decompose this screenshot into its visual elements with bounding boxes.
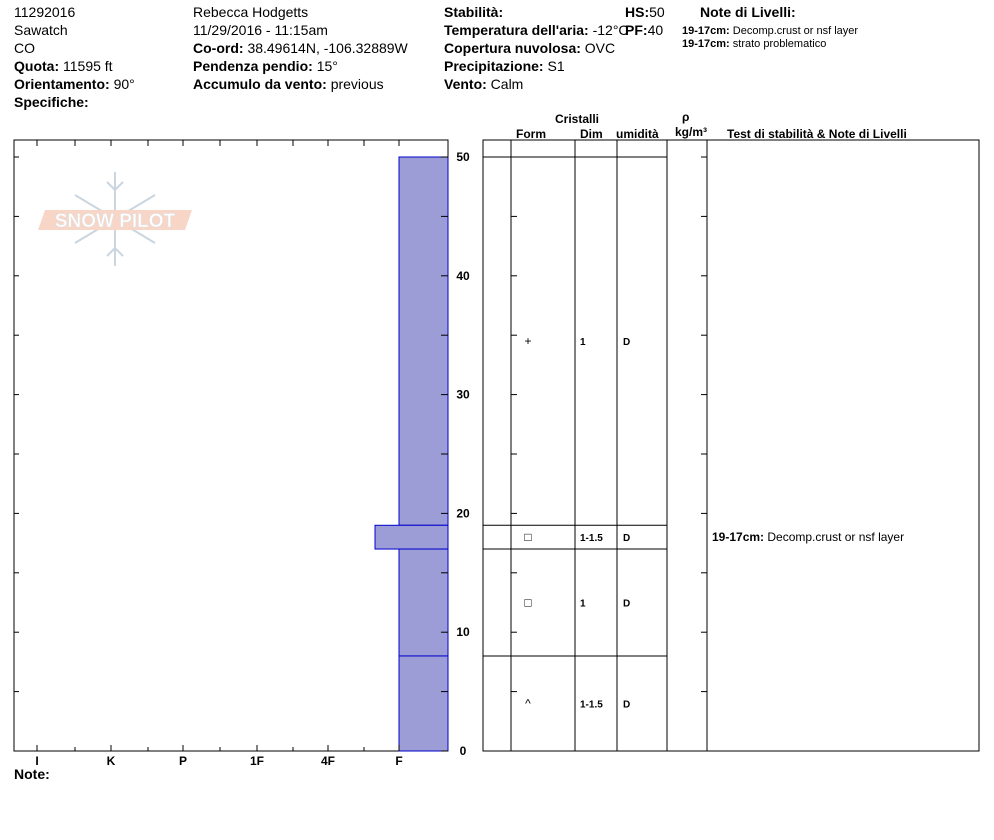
depth-tick-label: 30 [456, 387, 470, 402]
observer: Rebecca Hodgetts [193, 4, 309, 20]
stability-label: Stabilità: [444, 4, 504, 20]
crystal-rows [483, 157, 904, 710]
rho-header: ρ [682, 110, 690, 124]
crystal-form: + [524, 334, 532, 349]
air-temperature-value: -12°C [592, 22, 629, 38]
depth-tick-label: 20 [456, 506, 470, 521]
layer-note-1-depth: 19-17cm: [682, 25, 730, 37]
layer-notes-title: Note di Livelli: [700, 4, 796, 20]
datetime: 11/29/2016 - 11:15am [193, 22, 328, 38]
stability-notes-header: Test di stabilità & Note di Livelli [727, 127, 907, 141]
wind-loading-value: previous [330, 76, 384, 92]
snow-height-value: 50 [649, 4, 665, 20]
hardness-tick-label: I [35, 754, 39, 768]
cloud-cover-value: OVC [584, 40, 616, 56]
elevation-label: Quota: [14, 58, 60, 74]
depth-tick-label: 40 [456, 268, 470, 283]
pit-id: 11292016 [14, 4, 76, 20]
depth-tick-label: 0 [459, 744, 467, 758]
moisture-header: umidità [616, 127, 659, 141]
stability-note [712, 530, 904, 544]
pit-depth-value: 40 [647, 22, 664, 38]
hardness-bar [375, 525, 448, 549]
hardness-tick-label: 1F [249, 754, 265, 768]
layer-note-2-text: strato problematico [732, 38, 827, 50]
slope-value: 15° [316, 58, 338, 74]
hardness-bar [399, 656, 448, 751]
hardness-tick-label: 4F [320, 754, 336, 768]
footer-note-label: Note: [14, 766, 50, 782]
density-unit-header: kg/m³ [675, 125, 708, 139]
hardness-bars [375, 157, 448, 751]
state: CO [14, 40, 35, 56]
aspect-label: Orientamento: [14, 76, 110, 92]
cloud-cover-label: Copertura nuvolosa: [444, 40, 581, 56]
hardness-tick-label: P [178, 754, 188, 768]
snowpilot-logo [38, 172, 192, 266]
elevation-value: 11595 ft [63, 58, 113, 74]
snow-height-label: HS: [625, 4, 650, 20]
crystal-moisture: D [623, 337, 631, 349]
coordinates-value: 38.49614N, -106.32889W [247, 40, 408, 56]
crystal-size: 1 [580, 598, 586, 610]
wind-label: Vento: [444, 76, 487, 92]
logo-text: SNOW PILOT [54, 211, 176, 232]
wind-loading-label: Accumulo da vento: [193, 76, 327, 92]
crystals-header: Cristalli [555, 112, 600, 126]
range-name: Sawatch [14, 22, 68, 38]
specifics-label: Specifiche: [14, 94, 89, 110]
coordinates-label: Co-ord: [193, 40, 244, 56]
crystal-form: ^ [525, 696, 531, 711]
slope-label: Pendenza pendio: [193, 58, 313, 74]
layer-note-2-depth: 19-17cm: [682, 38, 730, 50]
precipitation-value: S1 [547, 58, 565, 74]
stability-note-text: Decomp.crust or nsf layer [767, 530, 905, 545]
crystal-moisture: D [623, 533, 631, 545]
layer-note-1-text: Decomp.crust or nsf layer [732, 25, 859, 37]
dim-header: Dim [580, 127, 603, 141]
hardness-bar [399, 549, 448, 656]
depth-axis [456, 150, 470, 758]
wind-value: Calm [490, 76, 524, 92]
crystal-size: 1 [580, 337, 586, 349]
hardness-tick-label: K [106, 754, 116, 768]
crystal-form: □ [524, 595, 532, 610]
crystal-table-frame [483, 140, 979, 751]
crystal-size: 1-1.5 [580, 533, 603, 545]
hardness-axis [35, 745, 402, 768]
precipitation-label: Precipitazione: [444, 58, 544, 74]
crystal-form: □ [524, 530, 532, 545]
hardness-tick-label: F [395, 754, 403, 768]
form-header: Form [516, 127, 546, 141]
stability-note-depth: 19-17cm: [712, 530, 768, 545]
crystal-moisture: D [623, 598, 631, 610]
crystal-size: 1-1.5 [580, 699, 603, 711]
crystal-moisture: D [623, 699, 631, 711]
depth-tick-label: 10 [456, 625, 470, 640]
hardness-bar [399, 157, 448, 525]
pit-depth-label: PF: [625, 22, 648, 38]
aspect-value: 90° [113, 76, 135, 92]
depth-tick-label: 50 [456, 150, 470, 164]
air-temperature-label: Temperatura dell'aria: [444, 22, 589, 38]
table-ticks [511, 157, 707, 751]
